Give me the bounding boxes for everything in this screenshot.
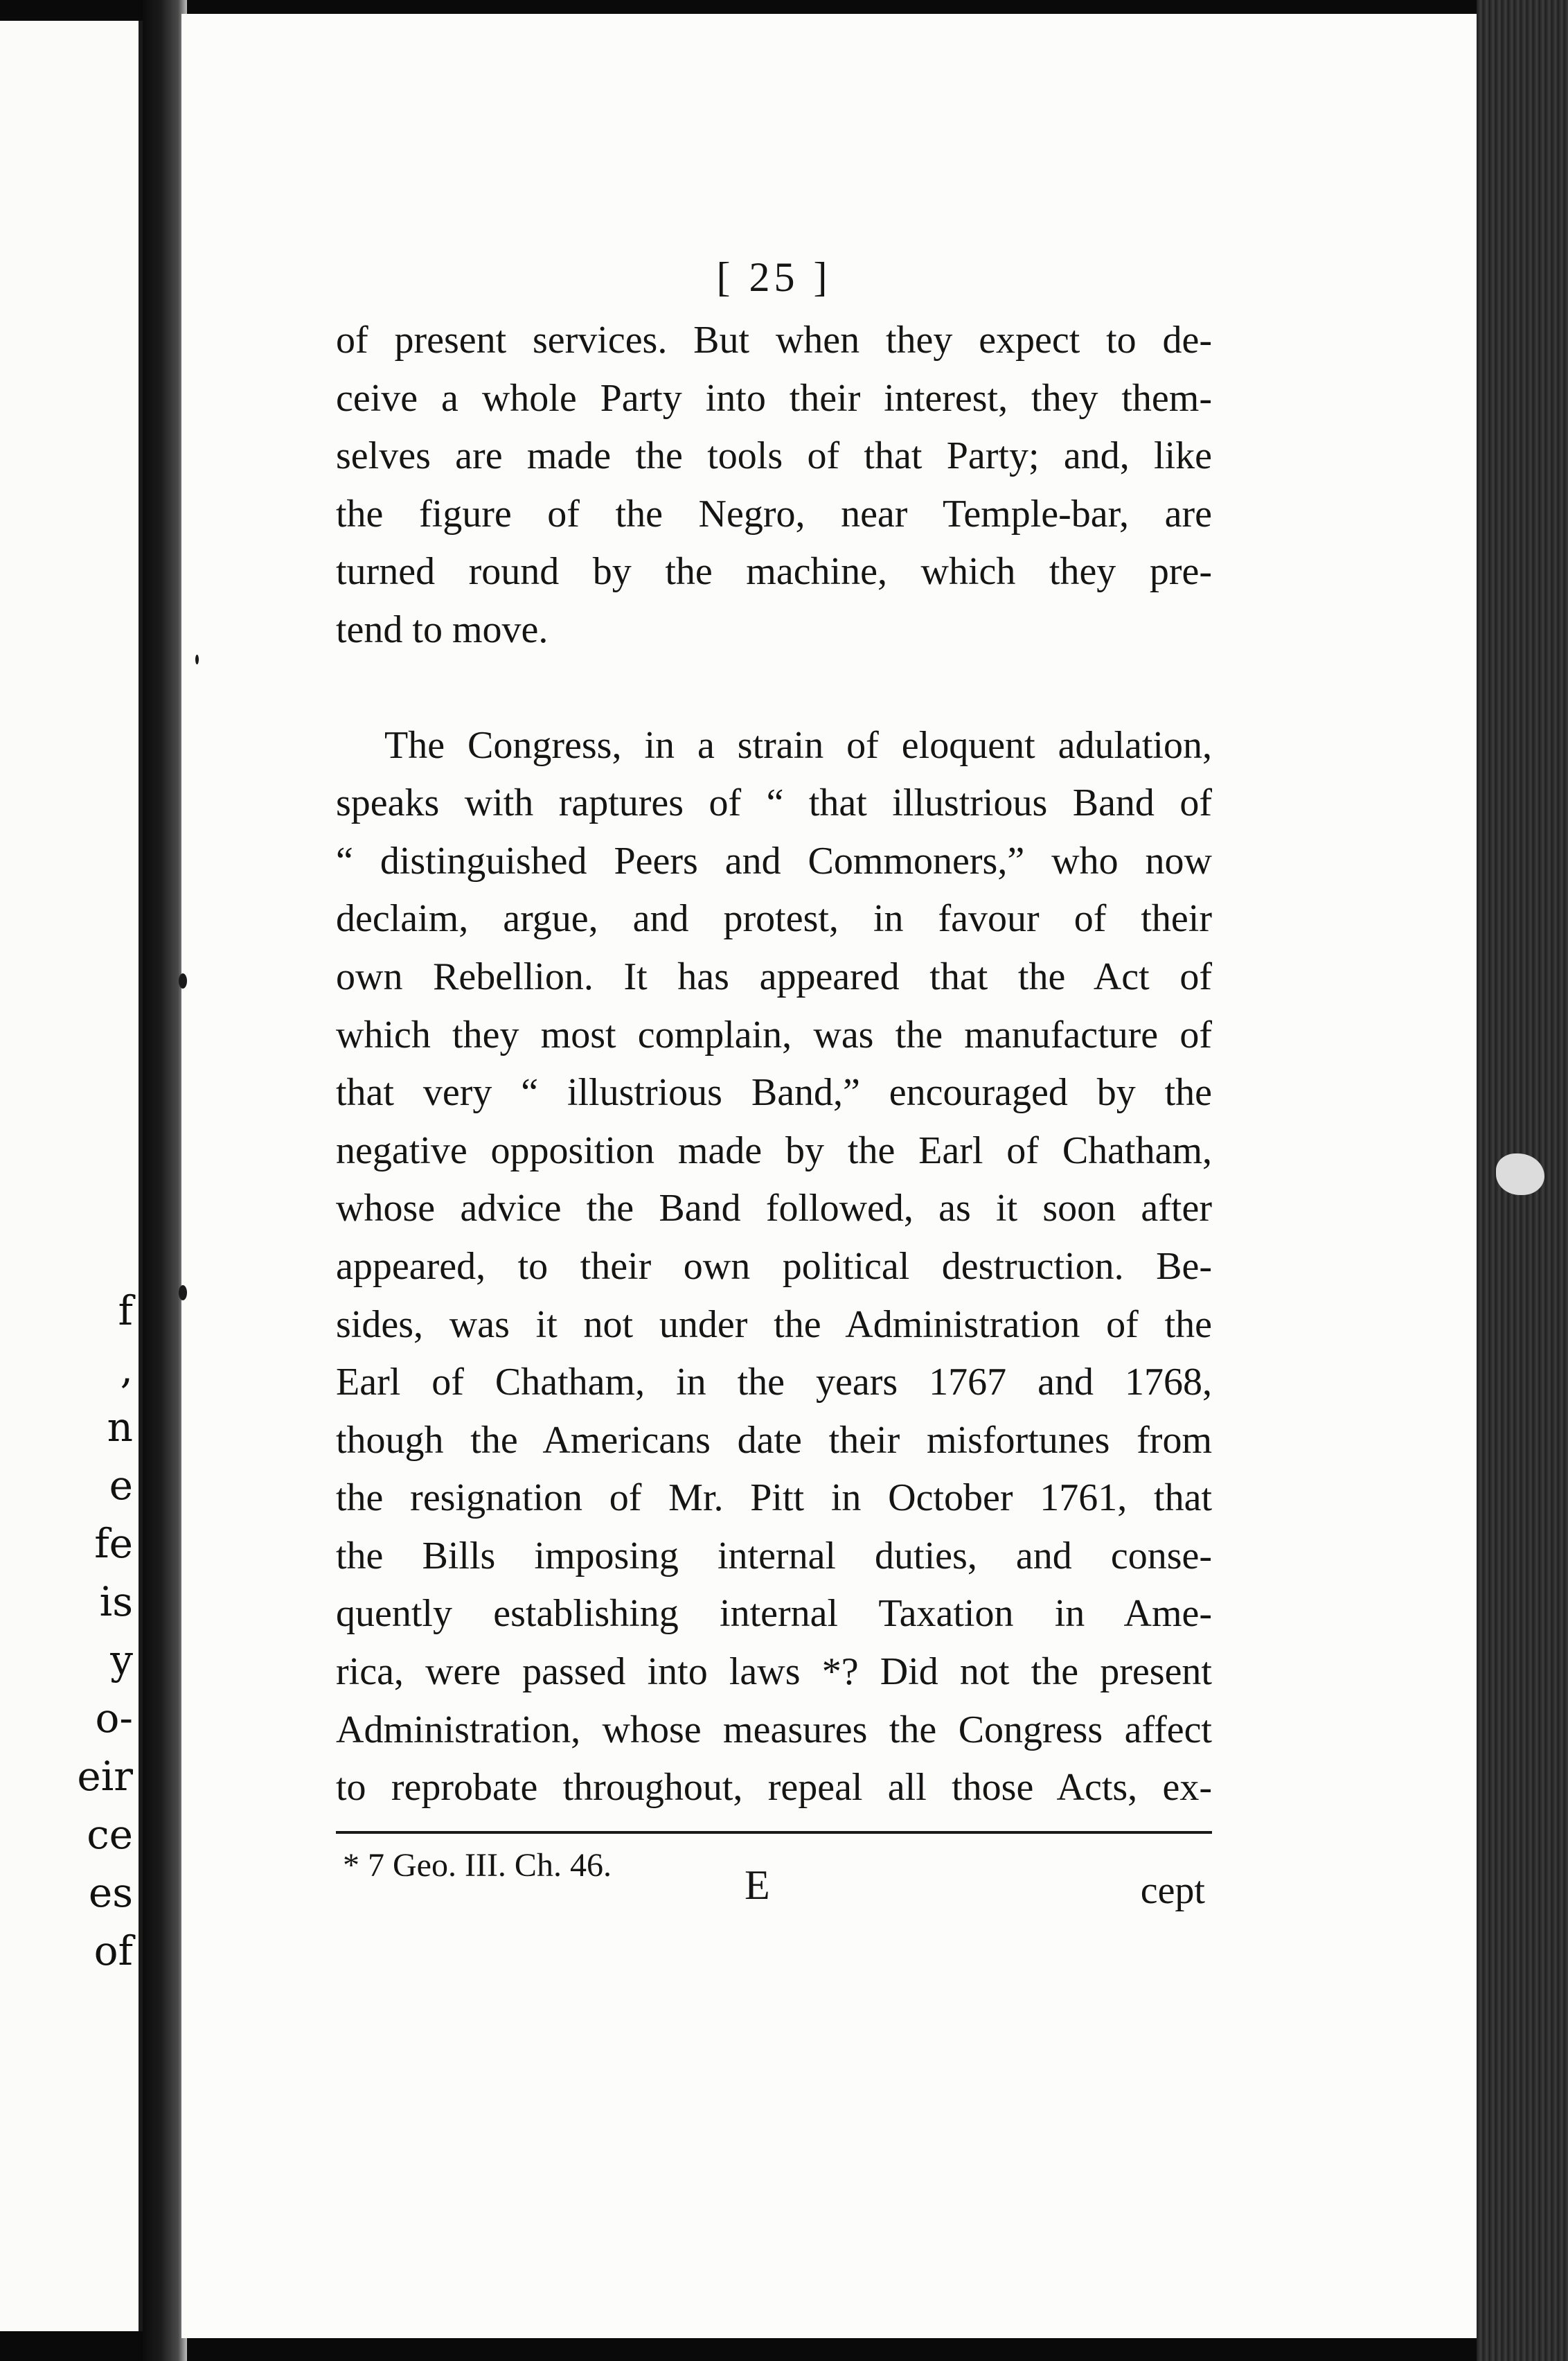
text-line: Earl of Chatham, in the years 1767 and 1768, (336, 1361, 1212, 1404)
text-line: rica, were passed into laws *? Did not the present (336, 1650, 1212, 1694)
text-line: though the Americans date their misfortunes from (336, 1418, 1212, 1462)
text-line: appeared, to their own political destruction. Be- (336, 1244, 1212, 1288)
fragment-line: o- (95, 1695, 133, 1742)
text-line: which they most complain, was the manufacture of (336, 1013, 1212, 1056)
paragraph (336, 312, 1212, 660)
text-line: The Congress, in a strain of eloquent adulation, (384, 723, 1212, 767)
ink-speck (179, 973, 187, 989)
text-line: selves are made the tools of that Party; and, like (336, 434, 1212, 478)
fragment-line: f (118, 1287, 133, 1334)
fragment-line: eir (77, 1753, 133, 1800)
facing-page-left (0, 21, 143, 2331)
fragment-line: e (109, 1462, 133, 1509)
text-line: the figure of the Negro, near Temple-bar, are (336, 492, 1212, 536)
page-number: [ 25 ] (716, 254, 832, 300)
text-line: quently establishing internal Taxation in Ame- (336, 1592, 1212, 1636)
text-line: to reprobate throughout, repeal all those Acts, ex- (336, 1766, 1212, 1810)
text-line: whose advice the Band followed, as it soon after (336, 1187, 1212, 1230)
text-line: Administration, whose measures the Congress affect (336, 1708, 1212, 1751)
footnote: * 7 Geo. III. Ch. 46. (343, 1846, 612, 1884)
text-line: of present services. But when they expect to de- (336, 319, 1212, 362)
text-line: tend to move. (336, 608, 549, 651)
text-line: the Bills imposing internal duties, and conse- (336, 1534, 1212, 1577)
text-line: own Rebellion. It has appeared that the Act of (336, 955, 1212, 998)
text-line: negative opposition made by the Earl of Chatham, (336, 1129, 1212, 1172)
fragment-line: es (88, 1869, 133, 1916)
signature-mark: E (745, 1862, 770, 1908)
text-line: “ distinguished Peers and Commoners,” who now (336, 839, 1212, 883)
text-line: turned round by the machine, which they pre- (336, 550, 1212, 594)
page-footer (336, 1834, 1212, 1938)
facing-page-fragments (0, 1282, 139, 1980)
fragment-line: n (107, 1404, 133, 1451)
ink-speck (195, 655, 199, 664)
text-line: speaks with raptures of “ that illustrious Band of (336, 781, 1212, 825)
fragment-line: , (120, 1345, 133, 1392)
fragment-line: ce (87, 1811, 133, 1858)
fragment-line: of (93, 1927, 133, 1974)
fragment-line: fe (94, 1520, 133, 1567)
paragraph (336, 717, 1212, 1817)
text-line: ceive a whole Party into their interest, they them- (336, 376, 1212, 420)
fragment-line: y (110, 1636, 133, 1683)
page-text-block (336, 249, 1212, 1938)
text-line: that very “ illustrious Band,” encouraged by the (336, 1071, 1212, 1115)
fragment-line: is (99, 1578, 133, 1625)
ink-speck (179, 1285, 187, 1300)
text-line: declaim, argue, and protest, in favour of their (336, 897, 1212, 941)
text-line: the resignation of Mr. Pitt in October 1761, that (336, 1476, 1212, 1520)
text-line: sides, was it not under the Administration of the (336, 1302, 1212, 1346)
catchword: cept (1140, 1868, 1205, 1912)
binding-gutter (143, 0, 187, 2361)
